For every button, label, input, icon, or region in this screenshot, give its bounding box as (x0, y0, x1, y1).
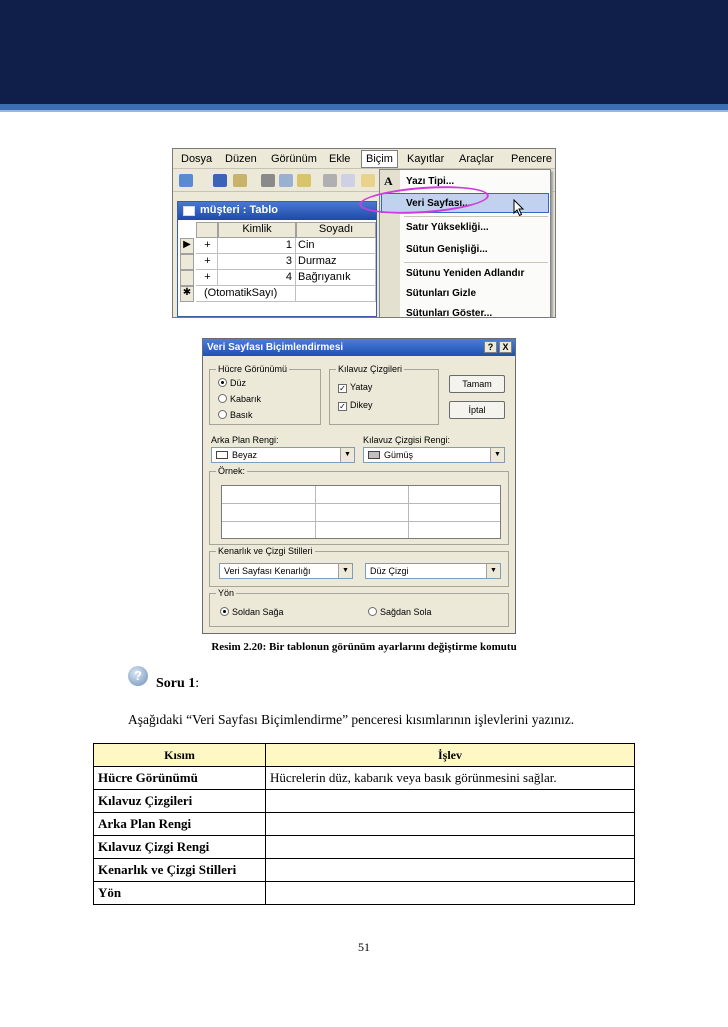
radio-sagdan-sola[interactable]: Sağdan Sola (368, 607, 432, 617)
row-function: Hücrelerin düz, kabarık veya basık görünmesini sağlar. (266, 767, 635, 790)
direction-label: Yön (218, 588, 235, 598)
column-header-kimlik[interactable]: Kimlik (218, 222, 296, 238)
row-selector-current[interactable]: ▶ (180, 238, 194, 254)
access-screenshot (172, 148, 556, 318)
dropdown-arrow-icon[interactable]: ▼ (490, 448, 504, 462)
table-header-islev: İşlev (266, 744, 635, 767)
cell-view-label: Hücre Görünümü (218, 364, 288, 374)
table-row (94, 859, 635, 882)
radio-icon (368, 607, 377, 616)
menu-kayitlar[interactable]: Kayıtlar (407, 153, 445, 165)
checkbox-yatay[interactable]: ✓ Yatay (339, 382, 373, 393)
cut-icon[interactable] (323, 174, 337, 187)
menu-pencere[interactable]: Pencere (511, 153, 552, 165)
dropdown-arrow-icon[interactable]: ▼ (340, 448, 354, 462)
page-number: 51 (358, 940, 370, 954)
gridlines-group (329, 364, 439, 425)
cell-kimlik[interactable]: 3 (218, 254, 296, 270)
dialog-title: Veri Sayfası Biçimlendirmesi ? X (203, 339, 515, 356)
save-icon[interactable] (213, 174, 227, 187)
answer-table (93, 743, 635, 905)
font-icon: A (384, 174, 393, 188)
menu-item-satir-yuksekligi[interactable]: Satır Yüksekliği... (406, 222, 489, 233)
row-part: Kılavuz Çizgi Rengi (94, 836, 266, 859)
menu-duzen[interactable]: Düzen (225, 153, 257, 165)
table-window-title: müşteri : Tablo (178, 202, 376, 220)
menu-bicim[interactable]: Biçim (361, 150, 398, 168)
silver-swatch-icon (368, 451, 380, 459)
table-window (177, 201, 377, 317)
radio-duz[interactable]: Düz (218, 378, 246, 388)
table-header-kisim: Kısım (94, 744, 266, 767)
print-preview-icon[interactable] (279, 174, 293, 187)
sample-preview (221, 485, 501, 539)
header-band (0, 0, 728, 104)
radio-icon (218, 410, 227, 419)
table-row (94, 836, 635, 859)
row-part: Kenarlık ve Çizgi Stilleri (94, 859, 266, 882)
row-selector[interactable] (180, 254, 194, 270)
border-style-label: Kenarlık ve Çizgi Stilleri (218, 546, 313, 556)
print-icon[interactable] (261, 174, 275, 187)
expand-icon[interactable]: + (196, 270, 218, 286)
radio-icon (218, 394, 227, 403)
radio-basik[interactable]: Basık (218, 410, 253, 420)
menu-item-sutun-genisligi[interactable]: Sütun Genişliği... (406, 244, 488, 255)
expand-icon[interactable]: + (196, 238, 218, 254)
checkmark-icon: ✓ (339, 402, 346, 411)
menu-item-yeniden-adlandir[interactable]: Sütunu Yeniden Adlandır (406, 268, 525, 279)
bg-color-select[interactable]: Beyaz ▼ (211, 447, 355, 463)
cell-soyadi[interactable]: Cin (296, 238, 376, 254)
line-style-select[interactable]: Düz Çizgi ▼ (365, 563, 501, 579)
grid-color-label: Kılavuz Çizgisi Rengi: (363, 435, 451, 445)
grid-color-select[interactable]: Gümüş ▼ (363, 447, 505, 463)
cell-soyadi[interactable]: Durmaz (296, 254, 376, 270)
checkmark-icon: ✓ (339, 384, 346, 393)
expand-icon[interactable]: + (196, 254, 218, 270)
menu-bar (173, 149, 555, 169)
row-function-blank[interactable] (266, 836, 635, 859)
border-type-select[interactable]: Veri Sayfası Kenarlığı ▼ (219, 563, 353, 579)
row-function-blank[interactable] (266, 813, 635, 836)
row-part: Yön (94, 882, 266, 905)
menu-gorunum[interactable]: Görünüm (271, 153, 317, 165)
white-swatch-icon (216, 451, 228, 459)
mouse-cursor-icon (513, 199, 525, 217)
table-row (94, 882, 635, 905)
cell-soyadi[interactable]: Bağrıyanık (296, 270, 376, 286)
radio-selected-icon (218, 378, 227, 387)
row-function-blank[interactable] (266, 790, 635, 813)
copy-icon[interactable] (341, 174, 355, 187)
row-function-blank[interactable] (266, 859, 635, 882)
dropdown-arrow-icon[interactable]: ▼ (486, 564, 500, 578)
cell-kimlik[interactable]: 4 (218, 270, 296, 286)
table-row (94, 813, 635, 836)
grid-header-blank (196, 222, 218, 238)
row-part: Arka Plan Rengi (94, 813, 266, 836)
gridlines-label: Kılavuz Çizgileri (338, 364, 403, 374)
row-part: Kılavuz Çizgileri (94, 790, 266, 813)
dropdown-arrow-icon[interactable]: ▼ (338, 564, 352, 578)
view-icon[interactable] (179, 174, 193, 187)
menu-ekle[interactable]: Ekle (329, 153, 351, 165)
close-button[interactable]: X (499, 341, 512, 353)
datasheet-format-dialog (202, 338, 516, 634)
cancel-button[interactable]: İptal (449, 401, 505, 419)
new-row-icon[interactable]: ✱ (180, 286, 194, 302)
cell-kimlik[interactable]: 1 (218, 238, 296, 254)
checkbox-dikey[interactable]: ✓ Dikey (339, 400, 373, 411)
figure-caption: Resim 2.20: Bir tablonun görünüm ayarlarını değiştirme komutu (211, 641, 517, 653)
row-part: Hücre Görünümü (94, 767, 266, 790)
cell-autonumber[interactable]: (OtomatikSayı) (196, 286, 296, 302)
direction-group (209, 588, 509, 627)
header-divider-light (0, 110, 728, 112)
search-icon[interactable] (233, 174, 247, 187)
table-row (94, 767, 635, 790)
paste-icon[interactable] (361, 174, 375, 187)
cell-soyadi-empty[interactable] (296, 286, 376, 302)
radio-selected-icon (220, 607, 229, 616)
table-icon (183, 206, 195, 216)
help-button[interactable]: ? (484, 341, 497, 353)
question-instruction: Aşağıdaki “Veri Sayfası Biçimlendirme” penceresi kısımlarının işlevlerini yazınız. (128, 712, 575, 727)
row-function-blank[interactable] (266, 882, 635, 905)
row-selector[interactable] (180, 270, 194, 286)
menu-item-sutunlari-goster[interactable]: Sütunları Göster... (406, 308, 493, 318)
ok-button[interactable]: Tamam (449, 375, 505, 393)
menu-dosya[interactable]: Dosya (181, 153, 213, 165)
radio-kabarik[interactable]: Kabarık (218, 394, 261, 404)
spelling-icon[interactable] (297, 174, 311, 187)
question-heading: Soru 1: (156, 676, 200, 691)
column-header-soyadi[interactable]: Soyadı (296, 222, 376, 238)
cell-view-group (209, 364, 321, 425)
sample-label: Örnek: (218, 466, 246, 476)
radio-soldan-saga[interactable]: Soldan Sağa (220, 607, 284, 617)
menu-item-veri-sayfasi[interactable]: Veri Sayfası... (406, 198, 471, 209)
menu-item-sutunlari-gizle[interactable]: Sütunları Gizle (406, 288, 477, 299)
menu-item-yazi-tipi[interactable]: Yazı Tipi... (406, 176, 455, 187)
question-icon: ? (128, 666, 148, 686)
table-row (94, 790, 635, 813)
bg-color-label: Arka Plan Rengi: (211, 435, 279, 445)
menu-araclar[interactable]: Araçlar (459, 153, 494, 165)
